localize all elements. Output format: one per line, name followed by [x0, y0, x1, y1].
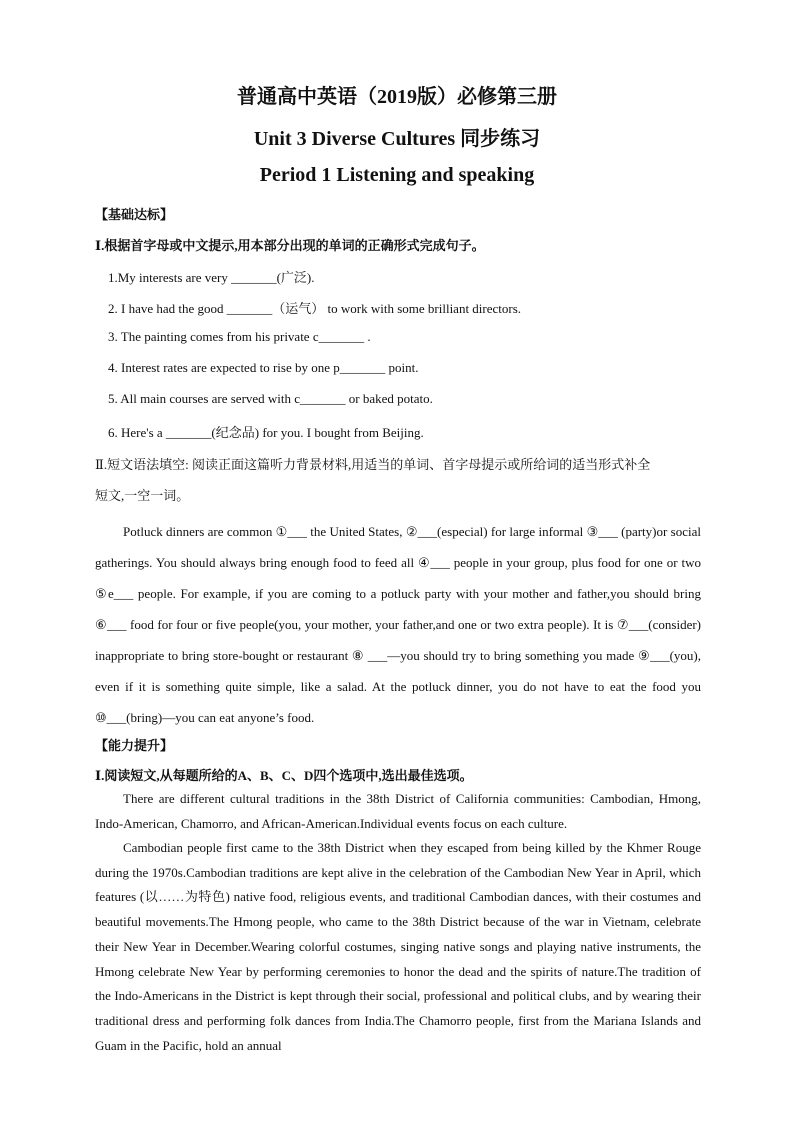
question-1: 1.My interests are very _______(广泛). [108, 270, 315, 285]
question-2: 2. I have had the good _______（运气） to work with some brilliant directors. [108, 301, 522, 316]
part1-instruction: Ⅰ.根据首字母或中文提示,用本部分出现的单词的正确形式完成句子。 [95, 238, 485, 253]
question-4: 4. Interest rates are expected to rise by one p_______ point. [108, 360, 419, 375]
reading-paragraph-1: There are different cultural traditions in the 38th District of California communities: Cambodian, Hmong, Indo-American, Chamorro, and African-American.Individual events focus on each culture. [95, 791, 701, 831]
reading-instruction: Ⅰ.阅读短文,从每题所给的A、B、C、D四个选项中,选出最佳选项。 [95, 768, 473, 783]
section-basic-label: 【基础达标】 [95, 207, 174, 222]
part2-instruction-line2: 短文,一空一词。 [95, 488, 190, 503]
question-3: 3. The painting comes from his private c_______ . [108, 329, 371, 344]
document-title: 普通高中英语（2019版）必修第三册 [237, 86, 557, 108]
period-title: Period 1 Listening and speaking [259, 164, 535, 186]
unit-title: Unit 3 Diverse Cultures 同步练习 [253, 128, 541, 150]
part2-instruction-line1: Ⅱ.短文语法填空: 阅读正面这篇听力背景材料,用适当的单词、首字母提示或所给词的适当形式补全 [95, 457, 651, 472]
cloze-passage: Potluck dinners are common ①___ the United States, ②___(especial) for large informal ③___ (party)or social gatherings. You should always bring enough food to feed all ④___ people in your group, plus food for one or two ⑤e___ people. For example, if you are coming to a potluck party with your mother and father,you should bring ⑥___ food for four or five people(you, your mother, your father,and one or two extra people). It is ⑦___(consider) inappropriate to bring store-bought or restaurant ⑧ ___—you should try to bring something you made ⑨___(you), even if it is something quite simple, like a salad. At the potluck dinner, you do not have to eat the food you ⑩___(bring)—you can eat anyone’s food. [95, 524, 701, 725]
question-6: 6. Here's a _______(纪念品) for you. I bought from Beijing. [108, 425, 424, 440]
section-ability-label: 【能力提升】 [95, 738, 174, 753]
question-5: 5. All main courses are served with c_______ or baked potato. [108, 391, 433, 406]
reading-paragraph-2: Cambodian people first came to the 38th District when they escaped from being killed by the Khmer Rouge during the 1970s.Cambodian traditions are kept alive in the celebration of the Cambodian New Year in April, which features (以……为特色) native food, religious events, and traditional Cambodian dances, with their costumes and beautiful movements.The Hmong people, who came to the 38th District because of the war in Vietnam, celebrate their New Year in December.Wearing colorful costumes, singing native songs and playing native instruments, the Hmong celebrate New Year by performing ceremonies to honor the dead and the spirits of nature.The tradition of the Indo-Americans in the District is kept through their social, professional and political clubs, and by wearing their traditional dress and performing folk dances from India.The Chamorro people, first from the Mariana Islands and Guam in the Pacific, hold an annual [95, 840, 701, 1053]
